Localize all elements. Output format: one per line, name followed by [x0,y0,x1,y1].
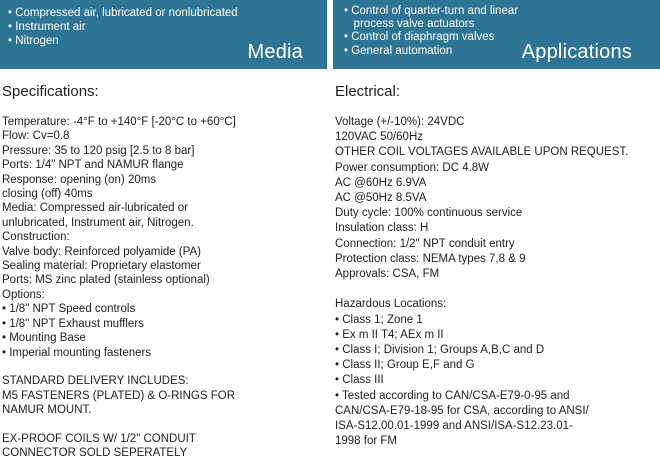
text-line: Temperature: -4°F to +140°F [-20°C to +60°C] [2,116,236,128]
media-title: Media [247,41,303,63]
text-line: Pressure: 35 to 120 psig [2.5 to 8 bar] [2,144,195,157]
text-line: • 1/8" NPT Speed controls [2,303,136,316]
text-line: • Imperial mounting fasteners [2,346,152,359]
text-line [335,282,657,297]
list-item: • Control of quarter-turn and linear [344,5,519,17]
text-line: unlubricated, Instrument air, Nitrogen. [2,216,194,229]
specifications-section [2,83,322,461]
applications-banner [333,0,660,69]
text-line: Approvals: CSA, FM [335,268,440,281]
text-line: Protection class: NEMA types 7,8 & 9 [335,252,526,265]
text-line [2,360,322,374]
text-line: • Class I; Division 1; Groups A,B,C and D [335,344,545,357]
text-line: Connection: 1/2" NPT conduit entry [335,237,515,250]
text-line: Hazardous Locations: [335,298,447,311]
text-line: • Class II; Group E,F and G [335,359,475,372]
text-line: Voltage (+/-10%): 24VDC [335,116,465,128]
text-line: 1998 for FM [335,435,397,448]
list-item: • General automation [344,44,453,57]
media-list [8,6,238,48]
text-line: Construction: [2,231,70,244]
text-line: closing (off) 40ms [2,188,93,201]
text-line: Response: opening (on) 20ms [2,173,157,186]
text-line: AC @60Hz 6.9VA [335,176,427,189]
text-line: • Class 1; Zone 1 [335,313,423,326]
text-line: Power consumption: DC 4.8W [335,161,490,174]
text-line: Media: Compressed air-lubricated or [2,202,188,215]
text-line: • 1/8" NPT Exhaust mufflers [2,317,144,330]
text-line [2,418,322,432]
text-line: • Mounting Base [2,332,86,345]
specifications-lines [2,115,322,461]
text-line: M5 FASTENERS (PLATED) & O-RINGS FOR [2,389,236,402]
text-line: Duty cycle: 100% continuous service [335,207,523,220]
list-item: • Control of diaphragm valves [344,31,495,44]
list-item: • Instrument air [8,21,86,33]
text-line: Ports: 1/4" NPT and NAMUR flange [2,159,184,172]
text-line: STANDARD DELIVERY INCLUDES: [2,375,189,388]
text-line: EX-PROOF COILS W/ 1/2" CONDUIT [2,432,196,445]
text-line: Insulation class: H [335,222,429,235]
text-line: Ports: MS zinc plated (stainless optional) [2,274,210,287]
electrical-heading: Electrical: [335,83,401,100]
text-line: AC @50Hz 8.5VA [335,192,427,205]
text-line: Sealing material: Proprietary elastomer [2,260,201,273]
applications-title: Applications [521,41,632,63]
text-line: • Ex m II T4; AEx m II [335,328,444,341]
electrical-section [335,83,657,449]
text-line: CONNECTOR SOLD SEPERATELY [2,447,188,460]
list-item: process valve actuators [344,18,475,31]
specifications-heading: Specifications: [2,83,99,100]
text-line: CAN/CSA-E79-18-95 for CSA, according to ANSI/ [335,404,589,417]
text-line: ISA-S12.00.01-1999 and ANSI/ISA-S12.23.01- [335,420,573,433]
text-line: Valve body: Reinforced polyamide (PA) [2,245,202,258]
text-line: OTHER COIL VOLTAGES AVAILABLE UPON REQUEST. [335,146,629,159]
text-line: Flow: Cv=0.8 [2,130,70,143]
text-line: NAMUR MOUNT. [2,404,92,417]
media-banner [0,0,327,69]
text-line: Options: [2,288,45,301]
text-line: 120VAC 50/60Hz [335,131,424,144]
list-item: • Nitrogen [8,35,59,47]
applications-list [344,5,518,58]
list-item: • Compressed air, lubricated or nonlubricated [8,7,238,19]
text-line: • Tested according to CAN/CSA-E79-0-95 and [335,389,570,402]
text-line: • Class III [335,374,384,387]
electrical-lines [335,115,657,449]
